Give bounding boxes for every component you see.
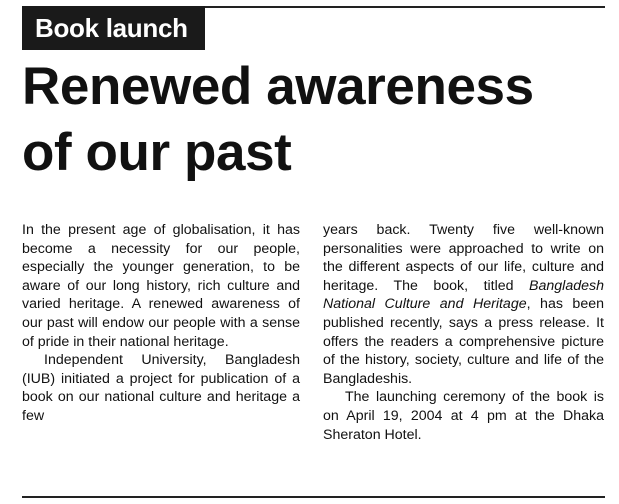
paragraph-project-continued bbox=[323, 221, 604, 388]
article-column-right bbox=[323, 221, 604, 444]
headline-line-1: Renewed awareness bbox=[22, 57, 534, 116]
paragraph-launch-event: The launching ceremony of the book is on April 19, 2004 at 4 pm at the Dhaka Sheraton Hotel. bbox=[323, 389, 604, 443]
paragraph-intro: In the present age of globalisation, it has become a necessity for our people, especially the younger generation, to be aware of our long history, rich culture and varied heritage. A renewed awareness of our past will endow our people with a sense of pride in their national heritage. bbox=[22, 222, 300, 350]
bottom-rule bbox=[22, 496, 605, 498]
book-title: Bangladesh National Culture and Heritage bbox=[323, 277, 604, 313]
text-before-book-title: years back. Twenty five well-known personalities were approached to write on the different aspects of our life, culture and heritage. The book, titled bbox=[323, 222, 604, 294]
section-label: Book launch bbox=[22, 6, 205, 50]
headline bbox=[22, 54, 612, 186]
headline-line-2: of our past bbox=[22, 123, 292, 182]
text-after-book-title: , has been published recently, says a press release. It offers the readers a comprehensive picture of the history, society, culture and life of the Bangladeshis. bbox=[323, 296, 604, 387]
article-column-left bbox=[22, 221, 300, 426]
paragraph-project: Independent University, Bangladesh (IUB) initiated a project for publication of a book on our national culture and heritage a few bbox=[22, 352, 300, 424]
